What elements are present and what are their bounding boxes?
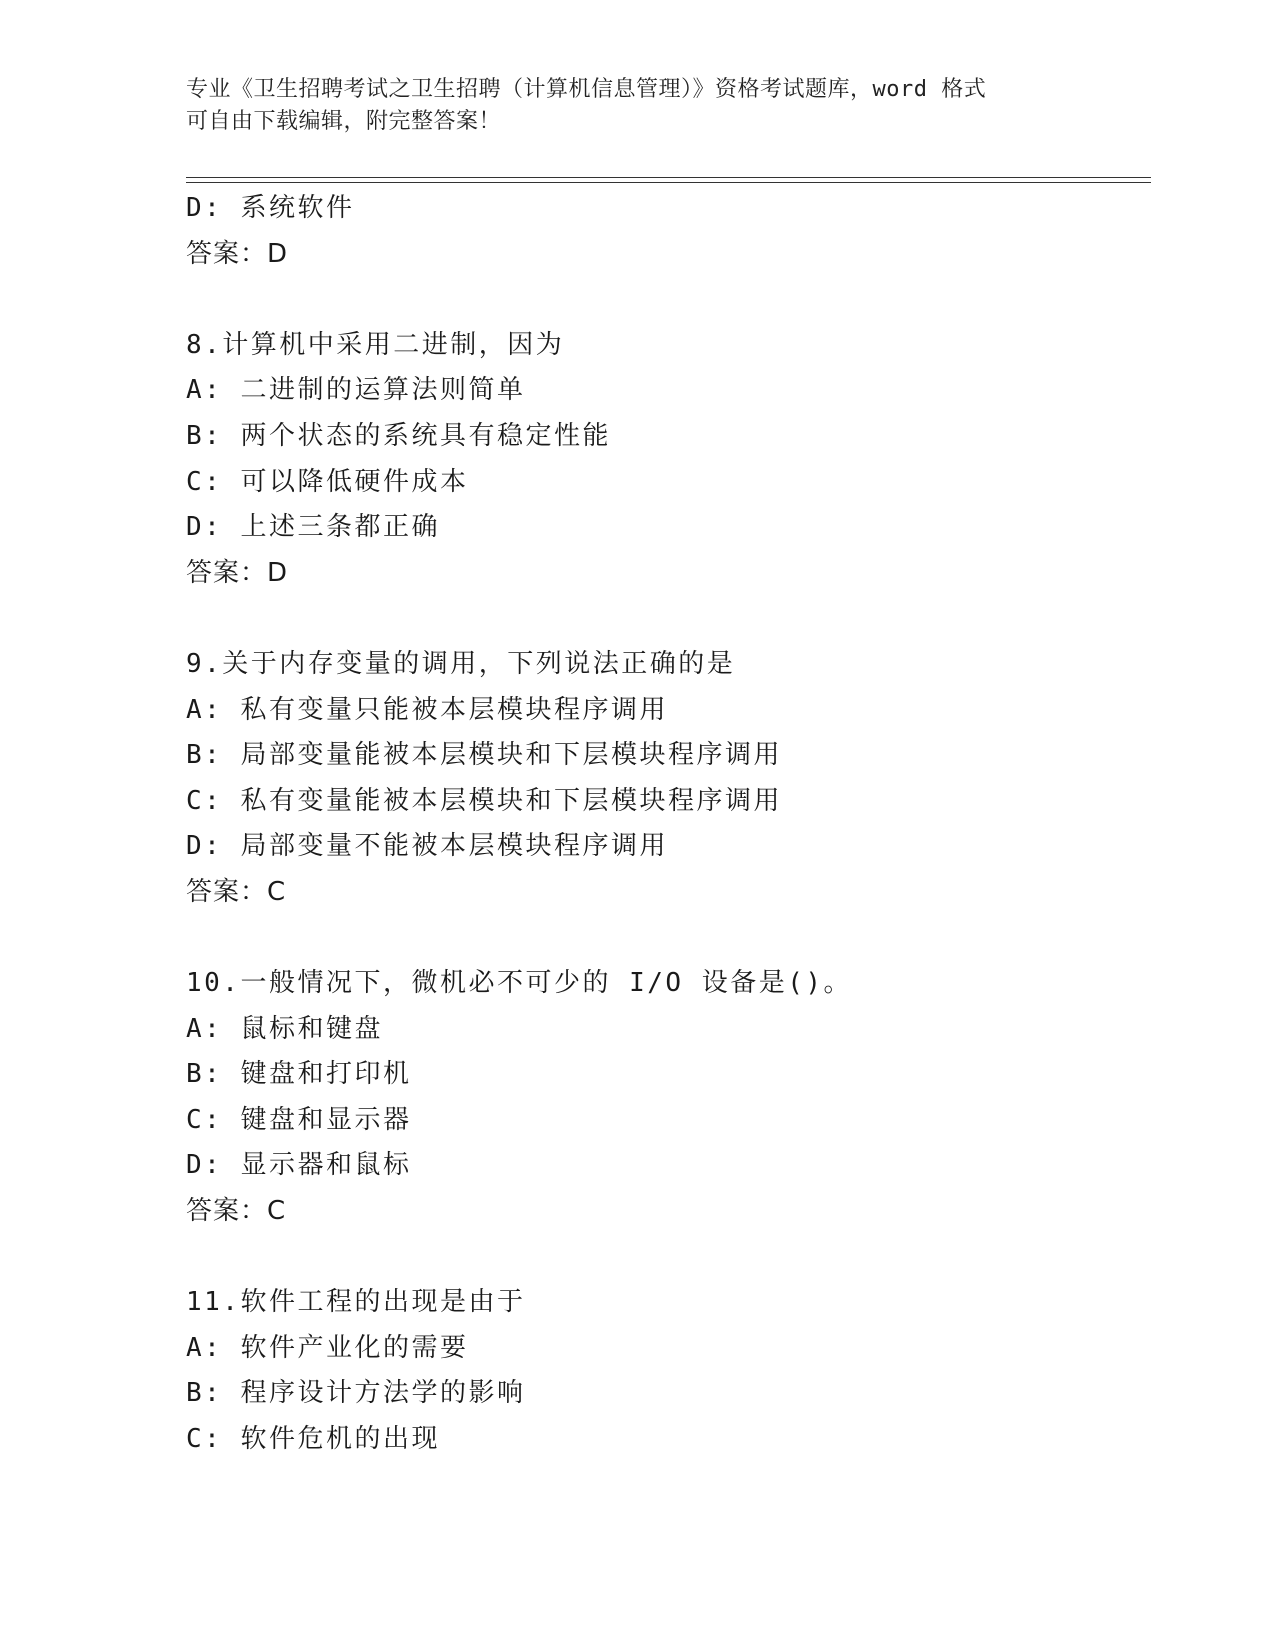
header-line-2: 可自由下载编辑，附完整答案！ bbox=[186, 109, 502, 134]
option-c: C: 私有变量能被本层模块和下层模块程序调用 bbox=[186, 785, 782, 816]
option-d: D: 局部变量不能被本层模块程序调用 bbox=[186, 831, 668, 862]
option-a: A: 软件产业化的需要 bbox=[186, 1332, 469, 1363]
question-block-prev bbox=[186, 186, 1146, 277]
document-header bbox=[186, 74, 1086, 138]
question-block-11 bbox=[186, 1280, 1146, 1462]
option-d: D: 系统软件 bbox=[186, 193, 355, 223]
spacer bbox=[186, 596, 1146, 642]
question-block-10 bbox=[186, 961, 1146, 1235]
question-text: 10.一般情况下，微机必不可少的 I/O 设备是()。 bbox=[186, 968, 853, 999]
question-block-9 bbox=[186, 642, 1146, 916]
spacer bbox=[186, 1235, 1146, 1281]
question-list bbox=[186, 186, 1146, 1463]
answer-line: 答案：D bbox=[186, 238, 289, 269]
option-c: C: 可以降低硬件成本 bbox=[186, 466, 469, 497]
option-d: D: 显示器和鼠标 bbox=[186, 1150, 412, 1181]
answer-line: 答案：C bbox=[186, 1196, 287, 1227]
question-block-8 bbox=[186, 323, 1146, 597]
header-line-1: 专业《卫生招聘考试之卫生招聘（计算机信息管理）》资格考试题库，word 格式 bbox=[186, 77, 987, 102]
option-c: C: 键盘和显示器 bbox=[186, 1104, 412, 1135]
header-divider-top bbox=[186, 177, 1151, 178]
question-text: 8.计算机中采用二进制，因为 bbox=[186, 329, 565, 360]
option-b: B: 程序设计方法学的影响 bbox=[186, 1378, 526, 1409]
option-b: B: 两个状态的系统具有稳定性能 bbox=[186, 420, 611, 451]
option-a: A: 鼠标和键盘 bbox=[186, 1013, 383, 1044]
option-a: A: 私有变量只能被本层模块程序调用 bbox=[186, 694, 668, 725]
spacer bbox=[186, 277, 1146, 323]
header-divider-bottom bbox=[186, 182, 1151, 183]
answer-line: 答案：D bbox=[186, 557, 289, 588]
question-text: 9.关于内存变量的调用，下列说法正确的是 bbox=[186, 648, 736, 679]
option-d: D: 上述三条都正确 bbox=[186, 512, 440, 543]
option-a: A: 二进制的运算法则简单 bbox=[186, 375, 526, 406]
spacer bbox=[186, 916, 1146, 962]
answer-line: 答案：C bbox=[186, 876, 287, 907]
option-b: B: 键盘和打印机 bbox=[186, 1059, 412, 1090]
option-c: C: 软件危机的出现 bbox=[186, 1424, 440, 1455]
option-b: B: 局部变量能被本层模块和下层模块程序调用 bbox=[186, 740, 782, 771]
question-text: 11.软件工程的出现是由于 bbox=[186, 1287, 526, 1318]
